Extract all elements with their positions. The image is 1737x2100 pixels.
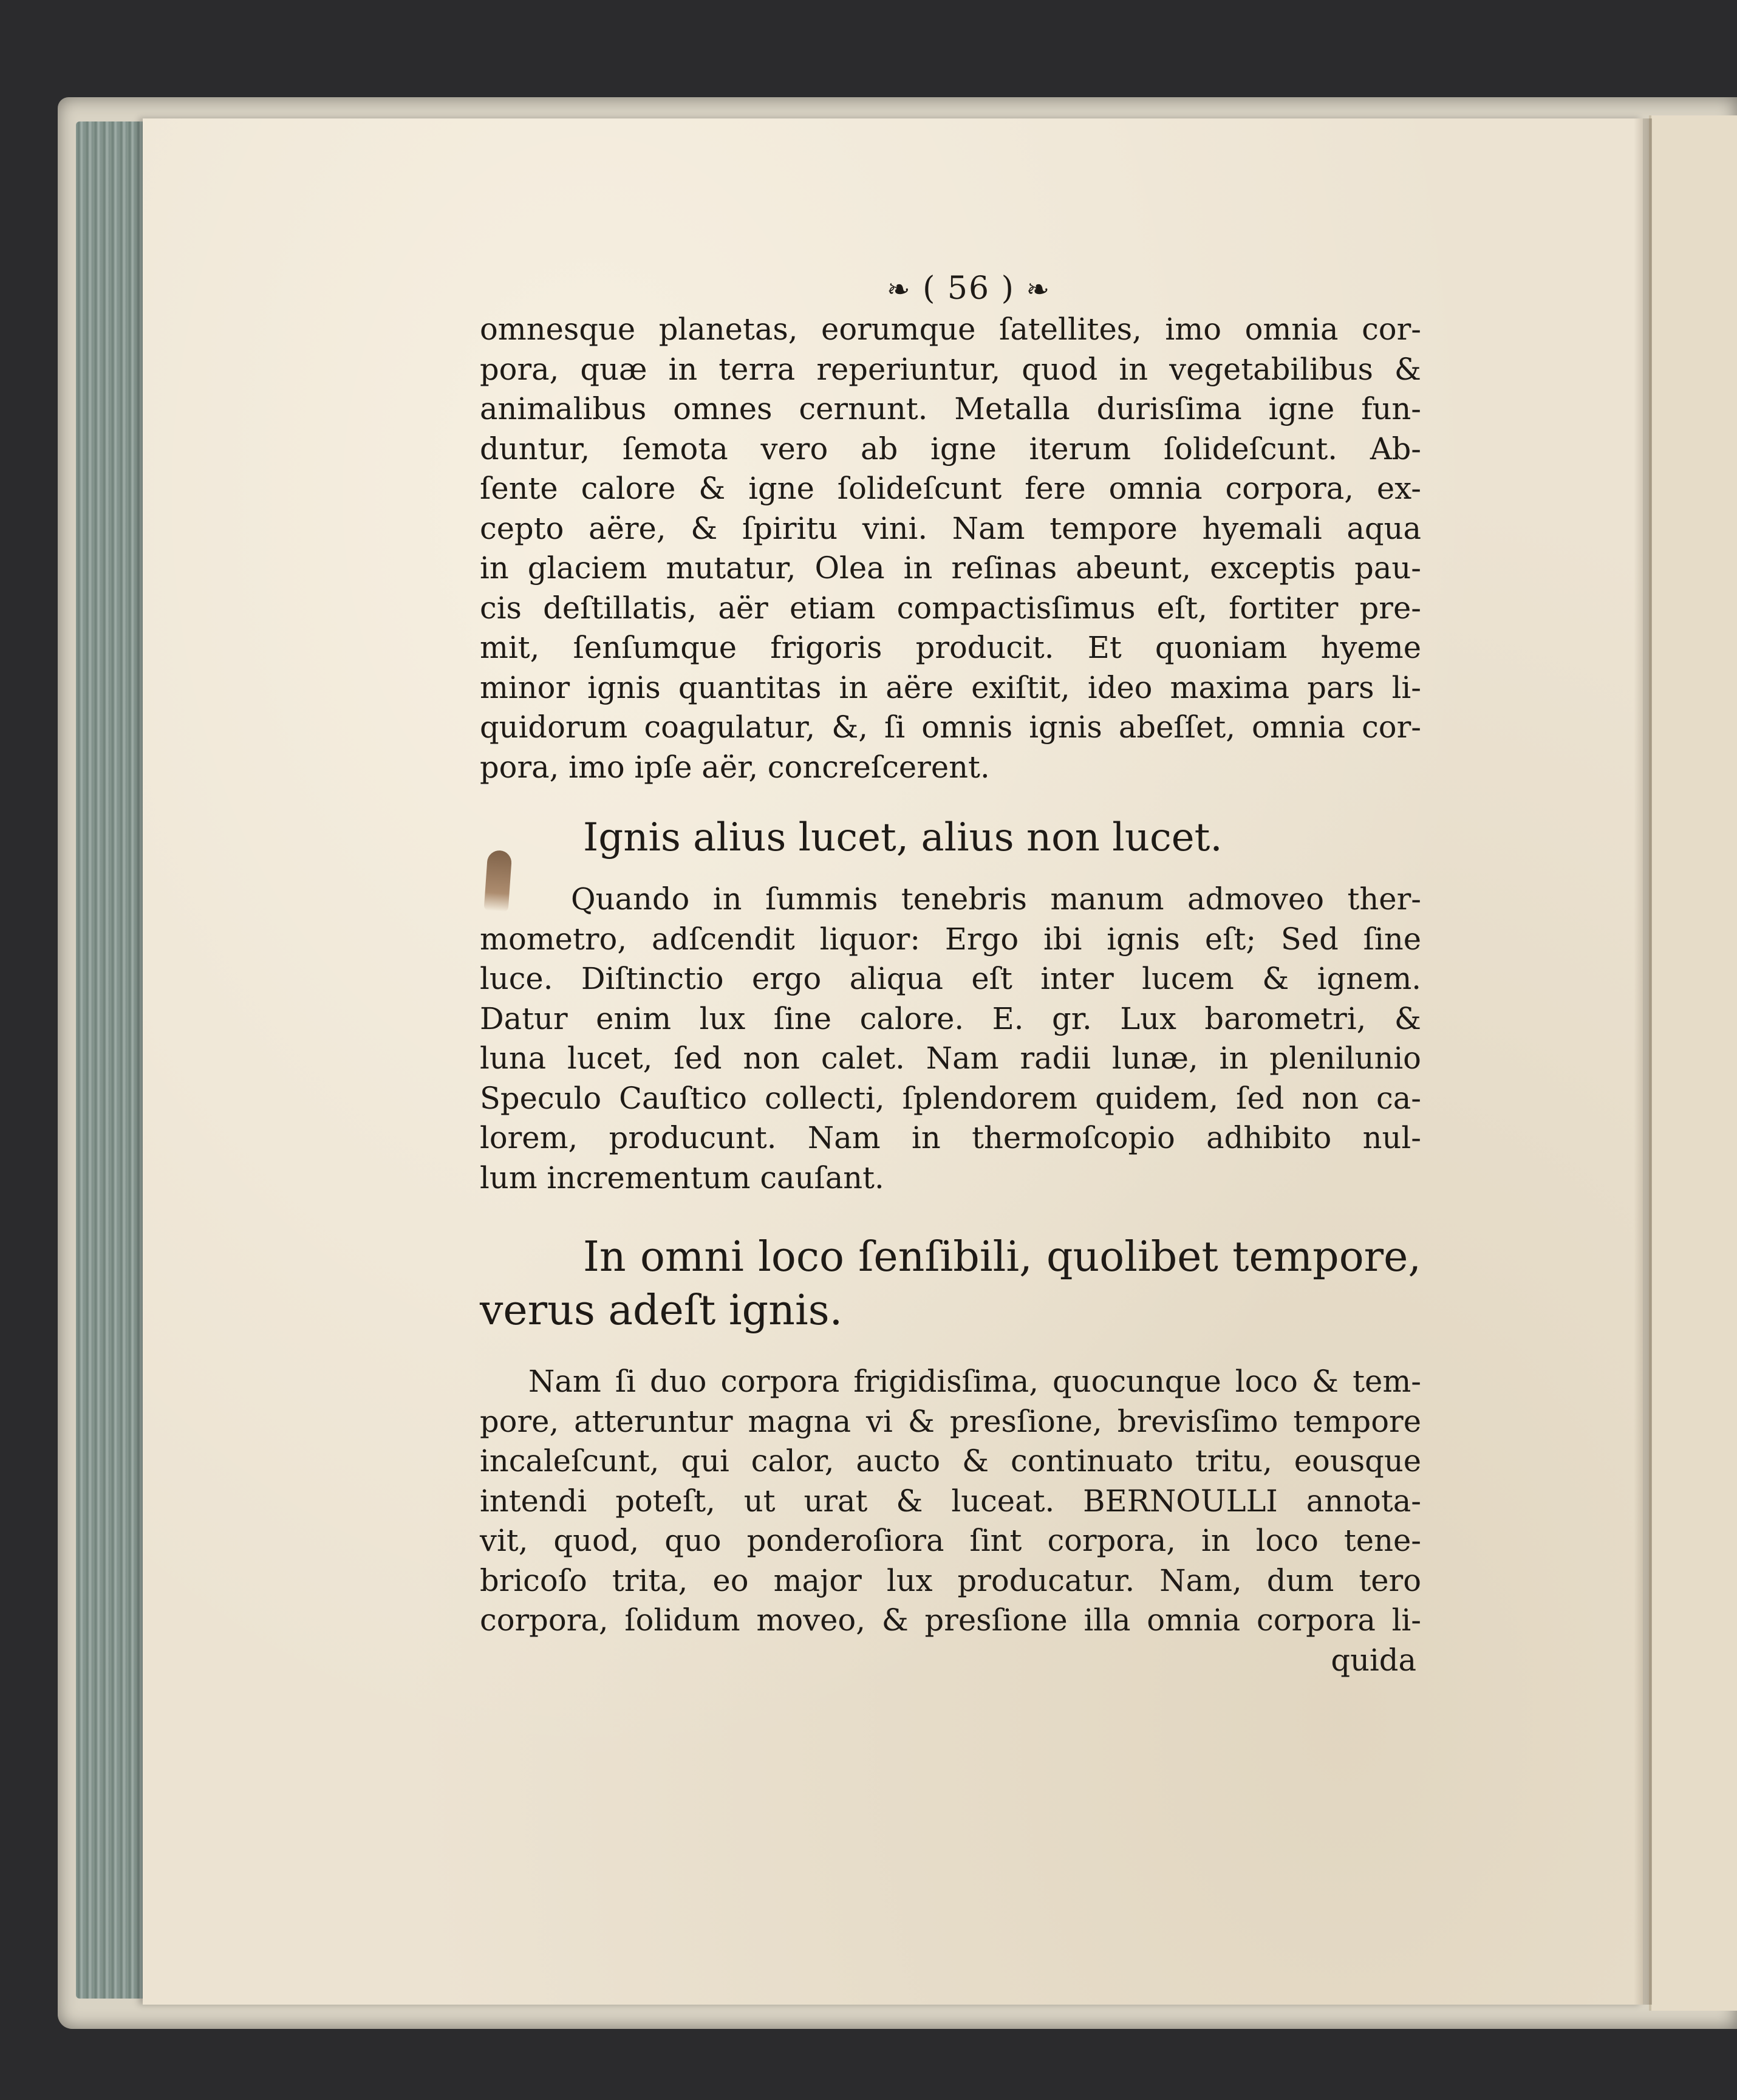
- page-header: [516, 267, 1421, 310]
- text-line: pora, quæ in terra reperiuntur, quod in vegetabilibus &: [480, 351, 1421, 387]
- text-line: Nam ſi duo corpora frigidisſima, quocunque loco & tem-: [528, 1364, 1421, 1399]
- section-heading-1: Ignis alius lucet, alius non lucet.: [583, 815, 1223, 860]
- text-line: mit, ſenſumque frigoris producit. Et quoniam hyeme: [480, 630, 1421, 665]
- text-line: pore, atteruntur magna vi & presſione, brevisſimo tempore: [480, 1403, 1421, 1439]
- text-line: pora, imo ipſe aër, concreſcerent.: [480, 749, 990, 785]
- text-line: omnesque planetas, eorumque ſatellites, imo omnia cor-: [480, 312, 1421, 347]
- text-line: Speculo Cauſtico collecti, ſplendorem quidem, ſed non ca-: [480, 1080, 1421, 1116]
- text-line: incaleſcunt, qui calor, aucto & continuato tritu, eousque: [480, 1443, 1421, 1479]
- paragraph-2: [480, 880, 1421, 1198]
- text-line: animalibus omnes cernunt. Metalla durisſima igne fun-: [480, 391, 1421, 426]
- text-line: in glaciem mutatur, Olea in reſinas abeunt, exceptis pau-: [480, 550, 1421, 586]
- ornament-left-icon: ❧: [887, 273, 912, 306]
- text-line: vit, quod, quo ponderoſiora ſint corpora, in loco tene-: [480, 1523, 1421, 1558]
- text-line: Quando in ſummis tenebris manum admoveo ther-: [571, 881, 1421, 917]
- text-line: lum incrementum cauſant.: [480, 1160, 884, 1195]
- text-line: cepto aëre, & ſpiritu vini. Nam tempore hyemali aqua: [480, 510, 1421, 546]
- page-text: [480, 267, 1421, 1680]
- gutter-shadow: [1634, 118, 1652, 2005]
- text-line: cis deſtillatis, aër etiam compactisſimus eſt, fortiter pre-: [480, 590, 1421, 626]
- text-line: quidorum coagulatur, &, ſi omnis ignis abeſſet, omnia cor-: [480, 710, 1421, 745]
- paragraph-1: [480, 310, 1421, 787]
- page-edges: [76, 121, 149, 1999]
- text-line: minor ignis quantitas in aëre exiſtit, ideo maxima pars li-: [480, 669, 1421, 705]
- text-line: intendi poteſt, ut urat & luceat. BERNOULLI annota-: [480, 1483, 1421, 1519]
- heading-line: verus adeſt ignis.: [480, 1287, 843, 1335]
- heading-line: In omni loco ſenſibili, quolibet tempore,: [583, 1233, 1421, 1281]
- text-line: mometro, adſcendit liquor: Ergo ibi ignis eſt; Sed ſine: [480, 921, 1421, 957]
- text-line: Datur enim lux ſine calore. E. gr. Lux barometri, &: [480, 1000, 1421, 1036]
- catchword: quida: [1331, 1642, 1416, 1678]
- facing-page: [1649, 115, 1737, 2011]
- paragraph-3: [480, 1362, 1421, 1641]
- text-line: bricoſo trita, eo major lux producatur. Nam, dum tero: [480, 1562, 1421, 1598]
- text-line: ſente calore & igne ſolideſcunt fere omnia corpora, ex-: [480, 471, 1421, 506]
- ornament-right-icon: ❧: [1026, 273, 1051, 306]
- text-line: luce. Diſtinctio ergo aliqua eſt inter lucem & ignem.: [480, 961, 1421, 996]
- text-line: duntur, ſemota vero ab igne iterum ſolideſcunt. Ab-: [480, 431, 1421, 467]
- text-line: corpora, ſolidum moveo, & presſione illa omnia corpora li-: [480, 1602, 1421, 1638]
- text-line: luna lucet, ſed non calet. Nam radii lunæ, in plenilunio: [480, 1041, 1421, 1076]
- page-number: ( 56 ): [923, 270, 1015, 307]
- section-heading-2: [480, 1231, 1421, 1338]
- text-line: lorem, producunt. Nam in thermoſcopio adhibito nul-: [480, 1120, 1421, 1155]
